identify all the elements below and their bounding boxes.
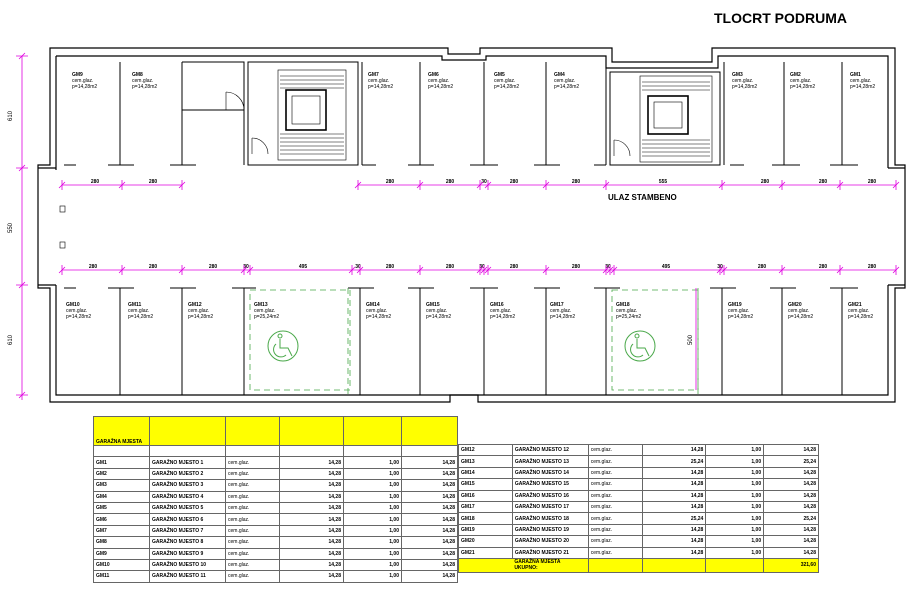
table-cell: 1,00 bbox=[344, 514, 402, 525]
dimension-label: 280 bbox=[445, 179, 455, 185]
stall-material: cem.glaz. bbox=[188, 308, 210, 314]
table-cell: 1,00 bbox=[344, 571, 402, 582]
table-row bbox=[94, 537, 458, 548]
stall-label bbox=[732, 72, 757, 90]
stall-material: cem.glaz. bbox=[428, 78, 450, 84]
table-cell: GM17 bbox=[459, 501, 513, 512]
stall-id: GM12 bbox=[188, 302, 202, 308]
table-cell: cem.glaz. bbox=[588, 479, 642, 490]
stall-label bbox=[72, 72, 97, 90]
table-cell: 1,00 bbox=[706, 513, 764, 524]
table-cell: GM2 bbox=[94, 468, 150, 479]
table-cell: cem.glaz. bbox=[226, 502, 280, 513]
total-label-line1: GARAŽNA MJESTA bbox=[514, 559, 561, 566]
stall-label bbox=[366, 302, 391, 320]
table-cell: 14,28 bbox=[402, 525, 458, 536]
table-cell: 25,24 bbox=[764, 456, 819, 467]
table-cell: GARAŽNO MJESTO 12 bbox=[512, 445, 588, 456]
stall-area: p=14,28m2 bbox=[128, 314, 154, 320]
stall-id: GM8 bbox=[132, 72, 143, 78]
table-cell: GARAŽNO MJESTO 6 bbox=[150, 514, 226, 525]
table-cell: 1,00 bbox=[706, 490, 764, 501]
stall-area: p=14,28m2 bbox=[72, 84, 98, 90]
table-cell: 14,28 bbox=[280, 502, 344, 513]
table-row bbox=[459, 467, 819, 478]
table-cell: cem.glaz. bbox=[588, 445, 642, 456]
stall-area: p=14,28m2 bbox=[550, 314, 576, 320]
dimension-label: 495 bbox=[298, 264, 308, 270]
total-row bbox=[459, 558, 819, 572]
stall-area: p=14,28m2 bbox=[188, 314, 214, 320]
stall-material: cem.glaz. bbox=[616, 308, 638, 314]
table-cell: cem.glaz. bbox=[226, 525, 280, 536]
table-cell: 14,28 bbox=[402, 480, 458, 491]
table-cell: 14,28 bbox=[280, 537, 344, 548]
table-cell: 14,28 bbox=[280, 548, 344, 559]
table-cell: 14,28 bbox=[642, 467, 706, 478]
dimension-label: 280 bbox=[148, 179, 158, 185]
table-cell: GARAŽNO MJESTO 10 bbox=[150, 559, 226, 570]
table-cell: GARAŽNO MJESTO 13 bbox=[512, 456, 588, 467]
table-row bbox=[459, 513, 819, 524]
dimension-label: 280 bbox=[818, 264, 828, 270]
table-cell: GM9 bbox=[94, 548, 150, 559]
dimension-label: 30 bbox=[481, 179, 487, 185]
table-cell: cem.glaz. bbox=[226, 457, 280, 468]
table-row bbox=[94, 502, 458, 513]
table-cell: cem.glaz. bbox=[226, 548, 280, 559]
stall-id: GM15 bbox=[426, 302, 440, 308]
table-row bbox=[94, 548, 458, 559]
dimension-label: 280 bbox=[385, 264, 395, 270]
table-cell: 14,28 bbox=[764, 490, 819, 501]
stall-id: GM11 bbox=[128, 302, 142, 308]
stall-material: cem.glaz. bbox=[368, 78, 390, 84]
stall-area: p=14,28m2 bbox=[494, 84, 520, 90]
stall-material: cem.glaz. bbox=[848, 308, 870, 314]
dimension-label: 500 bbox=[688, 334, 694, 346]
total-value: 321,60 bbox=[764, 558, 819, 572]
table-cell: 14,28 bbox=[764, 524, 819, 535]
staircase-right bbox=[614, 76, 712, 162]
table-cell: 14,28 bbox=[402, 548, 458, 559]
table-cell: GARAŽNO MJESTO 11 bbox=[150, 571, 226, 582]
table-cell: 1,00 bbox=[706, 536, 764, 547]
table-cell: cem.glaz. bbox=[588, 501, 642, 512]
stall-id: GM20 bbox=[788, 302, 802, 308]
table-cell: GM3 bbox=[94, 480, 150, 491]
stall-area: p=25,24m2 bbox=[254, 314, 280, 320]
stall-label bbox=[66, 302, 91, 320]
table-cell: GM19 bbox=[459, 524, 513, 535]
table-cell: 1,00 bbox=[344, 502, 402, 513]
stall-label bbox=[554, 72, 579, 90]
dimension-label: 30 bbox=[717, 264, 723, 270]
table-cell: GM13 bbox=[459, 456, 513, 467]
table-cell: 14,28 bbox=[280, 559, 344, 570]
page-title: TLOCRT PODRUMA bbox=[714, 10, 847, 26]
dimension-label: 280 bbox=[818, 179, 828, 185]
table-cell: GM5 bbox=[94, 502, 150, 513]
table-cell: GARAŽNO MJESTO 4 bbox=[150, 491, 226, 502]
stall-id: GM4 bbox=[554, 72, 565, 78]
stall-area: p=14,28m2 bbox=[728, 314, 754, 320]
stall-material: cem.glaz. bbox=[732, 78, 754, 84]
dimension-label: 30 bbox=[479, 264, 485, 270]
table-cell: 1,00 bbox=[344, 491, 402, 502]
table-cell: 14,28 bbox=[642, 536, 706, 547]
table-header: GARAŽNA MJESTA bbox=[94, 417, 150, 446]
parking-table-left bbox=[93, 416, 458, 583]
stall-id: GM2 bbox=[790, 72, 801, 78]
table-cell: 1,00 bbox=[706, 456, 764, 467]
stall-id: GM18 bbox=[616, 302, 630, 308]
table-cell: cem.glaz. bbox=[588, 547, 642, 558]
table-cell: 14,28 bbox=[402, 491, 458, 502]
stall-area: p=14,28m2 bbox=[428, 84, 454, 90]
table-cell: cem.glaz. bbox=[226, 468, 280, 479]
table-cell: 14,28 bbox=[402, 571, 458, 582]
total-label bbox=[512, 558, 588, 572]
table-row bbox=[94, 514, 458, 525]
stall-area: p=14,28m2 bbox=[788, 314, 814, 320]
stall-label bbox=[428, 72, 453, 90]
stall-material: cem.glaz. bbox=[494, 78, 516, 84]
wheelchair-icon bbox=[625, 331, 655, 361]
table-cell: cem.glaz. bbox=[588, 513, 642, 524]
table-cell: 14,28 bbox=[764, 445, 819, 456]
table-cell: 14,28 bbox=[280, 457, 344, 468]
dimension-label: 280 bbox=[509, 264, 519, 270]
table-cell: GM10 bbox=[94, 559, 150, 570]
dimension-label: 280 bbox=[571, 179, 581, 185]
dimension-label: 280 bbox=[385, 179, 395, 185]
table-cell: GARAŽNO MJESTO 8 bbox=[150, 537, 226, 548]
table-cell: 25,24 bbox=[642, 513, 706, 524]
stall-material: cem.glaz. bbox=[850, 78, 872, 84]
table-cell: 1,00 bbox=[344, 468, 402, 479]
table-cell: 14,28 bbox=[764, 547, 819, 558]
outer-walls bbox=[38, 48, 905, 402]
table-cell: 14,28 bbox=[280, 468, 344, 479]
stall-label bbox=[790, 72, 815, 90]
table-cell: GM15 bbox=[459, 479, 513, 490]
table-cell: GM11 bbox=[94, 571, 150, 582]
table-cell: 1,00 bbox=[344, 457, 402, 468]
table-cell: GM21 bbox=[459, 547, 513, 558]
dimension-label: 280 bbox=[571, 264, 581, 270]
dimension-label: 610 bbox=[8, 110, 14, 122]
table-cell: GARAŽNO MJESTO 14 bbox=[512, 467, 588, 478]
bottom-dimension-labels bbox=[59, 264, 899, 275]
dimension-label: 280 bbox=[90, 179, 100, 185]
stall-id: GM19 bbox=[728, 302, 742, 308]
top-dimension-labels bbox=[59, 179, 899, 190]
table-row bbox=[459, 547, 819, 558]
stall-label bbox=[494, 72, 519, 90]
stall-area: p=14,28m2 bbox=[366, 314, 392, 320]
table-cell: GM16 bbox=[459, 490, 513, 501]
dimension-label: 30 bbox=[243, 264, 249, 270]
table-cell: GARAŽNO MJESTO 1 bbox=[150, 457, 226, 468]
table-cell: GARAŽNO MJESTO 20 bbox=[512, 536, 588, 547]
stall-id: GM7 bbox=[368, 72, 379, 78]
table-cell: 14,28 bbox=[280, 514, 344, 525]
stall-material: cem.glaz. bbox=[128, 308, 150, 314]
stall-area: p=14,28m2 bbox=[368, 84, 394, 90]
table-row bbox=[94, 571, 458, 582]
dimension-label: 280 bbox=[148, 264, 158, 270]
table-cell: 14,28 bbox=[280, 491, 344, 502]
stall-label bbox=[426, 302, 451, 320]
table-row bbox=[459, 524, 819, 535]
stall-material: cem.glaz. bbox=[132, 78, 154, 84]
stall-material: cem.glaz. bbox=[728, 308, 750, 314]
stall-area: p=14,28m2 bbox=[490, 314, 516, 320]
stall-label bbox=[254, 302, 279, 320]
table-cell: 14,28 bbox=[764, 501, 819, 512]
table-cell: GARAŽNO MJESTO 5 bbox=[150, 502, 226, 513]
bottom-stall-labels bbox=[66, 302, 873, 320]
table-cell: cem.glaz. bbox=[588, 467, 642, 478]
table-cell: GM12 bbox=[459, 445, 513, 456]
table-cell: 14,28 bbox=[642, 445, 706, 456]
table-cell: GM14 bbox=[459, 467, 513, 478]
table-row bbox=[94, 468, 458, 479]
stall-material: cem.glaz. bbox=[554, 78, 576, 84]
table-cell: cem.glaz. bbox=[226, 571, 280, 582]
table-cell: 1,00 bbox=[706, 445, 764, 456]
table-cell: 14,28 bbox=[280, 571, 344, 582]
dimension-label: 495 bbox=[661, 264, 671, 270]
table-cell: 1,00 bbox=[706, 524, 764, 535]
table-cell: GARAŽNO MJESTO 2 bbox=[150, 468, 226, 479]
stall-id: GM17 bbox=[550, 302, 564, 308]
table-cell: GARAŽNO MJESTO 16 bbox=[512, 490, 588, 501]
table-row bbox=[94, 525, 458, 536]
stall-label bbox=[728, 302, 753, 320]
stall-label bbox=[788, 302, 813, 320]
table-cell: 1,00 bbox=[344, 548, 402, 559]
stall-id: GM14 bbox=[366, 302, 380, 308]
table-cell: 25,24 bbox=[642, 456, 706, 467]
stall-label bbox=[368, 72, 393, 90]
wheelchair-icon bbox=[268, 331, 298, 361]
table-cell: 14,28 bbox=[402, 457, 458, 468]
dimension-label: 555 bbox=[658, 179, 668, 185]
table-cell: cem.glaz. bbox=[588, 524, 642, 535]
dimension-lines bbox=[22, 56, 896, 400]
table-cell: 1,00 bbox=[344, 525, 402, 536]
dimension-label: 280 bbox=[445, 264, 455, 270]
table-cell: GM8 bbox=[94, 537, 150, 548]
dimension-label: 280 bbox=[867, 179, 877, 185]
table-row bbox=[459, 456, 819, 467]
table-cell: 14,28 bbox=[402, 502, 458, 513]
table-cell: 14,28 bbox=[402, 559, 458, 570]
stall-area: p=14,28m2 bbox=[66, 314, 92, 320]
stall-area: p=14,28m2 bbox=[848, 314, 874, 320]
stall-id: GM1 bbox=[850, 72, 861, 78]
table-cell: 14,28 bbox=[402, 468, 458, 479]
dimension-label: 280 bbox=[509, 179, 519, 185]
stall-area: p=25,24m2 bbox=[616, 314, 642, 320]
table-row bbox=[459, 490, 819, 501]
table-cell: cem.glaz. bbox=[588, 490, 642, 501]
table-cell: 14,28 bbox=[764, 467, 819, 478]
table-cell: GARAŽNO MJESTO 3 bbox=[150, 480, 226, 491]
stall-area: p=14,28m2 bbox=[850, 84, 876, 90]
table-cell: cem.glaz. bbox=[226, 514, 280, 525]
table-cell: 25,24 bbox=[764, 513, 819, 524]
table-cell: 1,00 bbox=[344, 537, 402, 548]
stall-label bbox=[616, 302, 641, 320]
stall-label bbox=[850, 72, 875, 90]
table-cell: cem.glaz. bbox=[226, 559, 280, 570]
stall-material: cem.glaz. bbox=[790, 78, 812, 84]
table-cell: 1,00 bbox=[344, 559, 402, 570]
table-cell: GARAŽNO MJESTO 17 bbox=[512, 501, 588, 512]
table-cell: 14,28 bbox=[280, 525, 344, 536]
dimension-label: 280 bbox=[867, 264, 877, 270]
table-cell: cem.glaz. bbox=[226, 491, 280, 502]
table-row bbox=[94, 491, 458, 502]
stall-material: cem.glaz. bbox=[550, 308, 572, 314]
table-cell: GARAŽNO MJESTO 19 bbox=[512, 524, 588, 535]
table-cell: GARAŽNO MJESTO 18 bbox=[512, 513, 588, 524]
dimension-label: 280 bbox=[208, 264, 218, 270]
table-header-row bbox=[94, 417, 458, 446]
table-cell: 14,28 bbox=[642, 479, 706, 490]
stall-label bbox=[550, 302, 575, 320]
table-cell: 14,28 bbox=[402, 514, 458, 525]
table-cell: 14,28 bbox=[642, 524, 706, 535]
stall-id: GM21 bbox=[848, 302, 862, 308]
table-cell: 14,28 bbox=[402, 537, 458, 548]
stall-material: cem.glaz. bbox=[490, 308, 512, 314]
stall-id: GM3 bbox=[732, 72, 743, 78]
stall-material: cem.glaz. bbox=[426, 308, 448, 314]
dimension-label: 550 bbox=[8, 222, 14, 234]
stall-id: GM10 bbox=[66, 302, 80, 308]
table-row bbox=[459, 536, 819, 547]
stall-label bbox=[490, 302, 515, 320]
stall-material: cem.glaz. bbox=[72, 78, 94, 84]
table-cell: GARAŽNO MJESTO 15 bbox=[512, 479, 588, 490]
stall-material: cem.glaz. bbox=[788, 308, 810, 314]
table-cell: 14,28 bbox=[642, 547, 706, 558]
table-cell: GARAŽNO MJESTO 7 bbox=[150, 525, 226, 536]
stall-label bbox=[848, 302, 873, 320]
top-stall-labels bbox=[72, 72, 875, 90]
table-row bbox=[94, 457, 458, 468]
table-cell: GM4 bbox=[94, 491, 150, 502]
table-cell: GM6 bbox=[94, 514, 150, 525]
table-row bbox=[459, 501, 819, 512]
stall-id: GM6 bbox=[428, 72, 439, 78]
table-cell: GM20 bbox=[459, 536, 513, 547]
stall-id: GM5 bbox=[494, 72, 505, 78]
stall-material: cem.glaz. bbox=[66, 308, 88, 314]
dimension-label: 610 bbox=[8, 334, 14, 346]
table-cell: cem.glaz. bbox=[226, 480, 280, 491]
table-cell: 1,00 bbox=[344, 480, 402, 491]
stall-area: p=14,28m2 bbox=[426, 314, 452, 320]
stall-label bbox=[128, 302, 153, 320]
dimension-label: 30 bbox=[355, 264, 361, 270]
table-row bbox=[94, 559, 458, 570]
total-label-line2: UKUPNO: bbox=[514, 565, 538, 572]
table-cell: GARAŽNO MJESTO 9 bbox=[150, 548, 226, 559]
stall-label bbox=[132, 72, 157, 90]
dimension-label: 280 bbox=[88, 264, 98, 270]
table-cell: 1,00 bbox=[706, 479, 764, 490]
stall-id: GM16 bbox=[490, 302, 504, 308]
stall-area: p=14,28m2 bbox=[554, 84, 580, 90]
table-cell: GM18 bbox=[459, 513, 513, 524]
stall-area: p=14,28m2 bbox=[132, 84, 158, 90]
table-cell: 14,28 bbox=[764, 479, 819, 490]
dimension-label: 280 bbox=[757, 264, 767, 270]
table-cell: 14,28 bbox=[642, 490, 706, 501]
table-cell: 14,28 bbox=[642, 501, 706, 512]
table-row bbox=[459, 445, 819, 456]
table-cell: GM1 bbox=[94, 457, 150, 468]
stall-label bbox=[188, 302, 213, 320]
table-cell: cem.glaz. bbox=[226, 537, 280, 548]
table-cell: GM7 bbox=[94, 525, 150, 536]
table-row bbox=[94, 480, 458, 491]
table-cell: 14,28 bbox=[280, 480, 344, 491]
table-cell: 1,00 bbox=[706, 501, 764, 512]
dimension-label: 280 bbox=[760, 179, 770, 185]
accessible-stall-outlines bbox=[250, 288, 698, 395]
dimension-label: 30 bbox=[605, 264, 611, 270]
stall-area: p=14,28m2 bbox=[790, 84, 816, 90]
table-cell: 14,28 bbox=[764, 536, 819, 547]
table-cell: 1,00 bbox=[706, 547, 764, 558]
table-cell: cem.glaz. bbox=[588, 536, 642, 547]
stall-material: cem.glaz. bbox=[254, 308, 276, 314]
table-cell: GARAŽNO MJESTO 21 bbox=[512, 547, 588, 558]
stall-id: GM9 bbox=[72, 72, 83, 78]
stall-area: p=14,28m2 bbox=[732, 84, 758, 90]
parking-table-right bbox=[458, 416, 819, 573]
stall-material: cem.glaz. bbox=[366, 308, 388, 314]
table-cell: 1,00 bbox=[706, 467, 764, 478]
table-row bbox=[459, 479, 819, 490]
entrance-label: ULAZ STAMBENO bbox=[608, 193, 677, 202]
table-cell: cem.glaz. bbox=[588, 456, 642, 467]
stall-id: GM13 bbox=[254, 302, 268, 308]
